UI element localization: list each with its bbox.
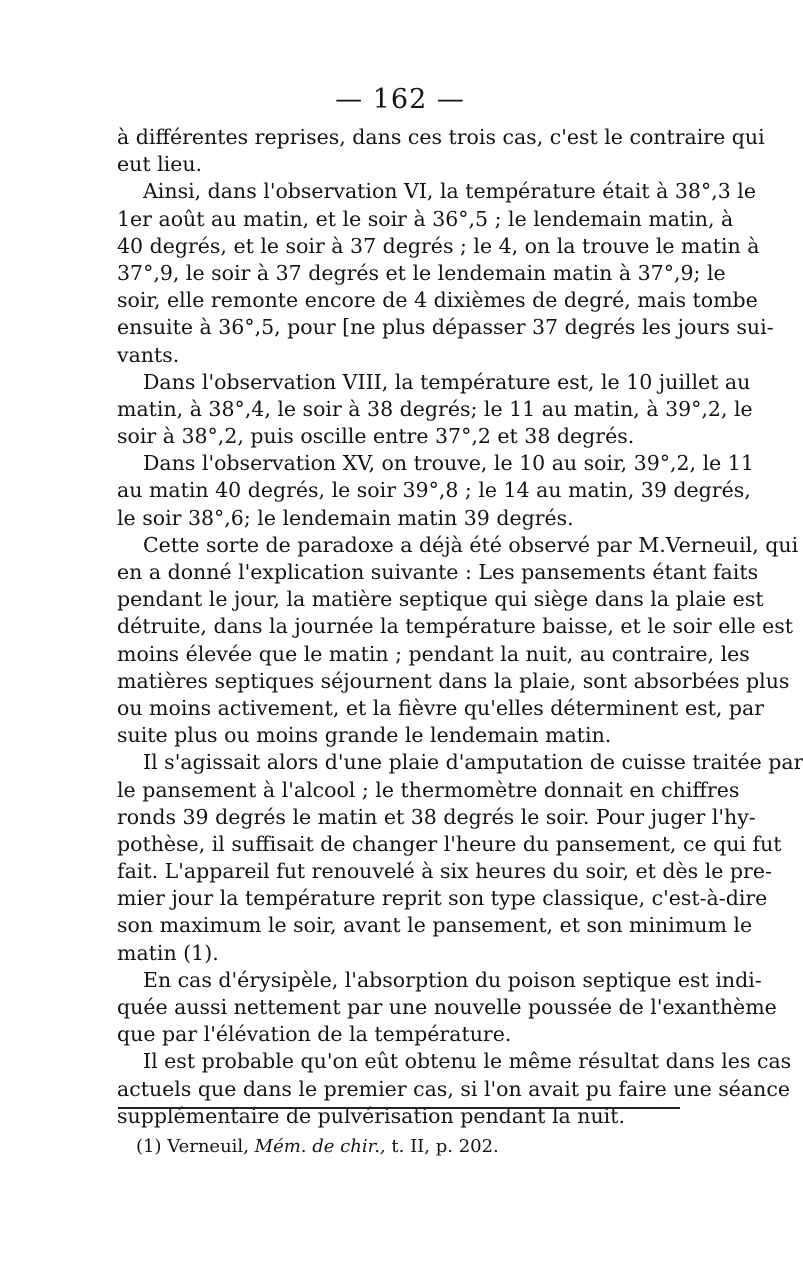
text-line: suite plus ou moins grande le lendemain matin. (117, 723, 612, 748)
text-line: que par l'élévation de la température. (117, 1022, 512, 1047)
text-line: matin (1). (117, 940, 219, 965)
page-number-header: — 162 — (335, 84, 465, 115)
text-line: moins élevée que le matin ; pendant la nuit, au contraire, les (117, 641, 750, 666)
text-line: le pansement à l'alcool ; le thermomètre donnait en chiffres (117, 777, 740, 802)
text-line: vants. (117, 342, 180, 367)
text-line: En cas d'érysipèle, l'absorption du poison septique est indi- (143, 967, 762, 992)
text-line: Ainsi, dans l'observation VI, la température était à 38°,3 le (143, 179, 756, 204)
text-line: matières septiques séjournent dans la plaie, sont absorbées plus (117, 668, 790, 693)
text-line: mier jour la température reprit son type classique, c'est-à-dire (117, 886, 768, 911)
text-line: matin, à 38°,4, le soir à 38 degrés; le 11 au matin, à 39°,2, le (117, 396, 753, 421)
text-line: le soir 38°,6; le lendemain matin 39 degrés. (117, 505, 574, 530)
text-line: fait. L'appareil fut renouvelé à six heures du soir, et dès le pre- (117, 859, 772, 884)
text-line: ou moins activement, et la fièvre qu'elles déterminent est, par (117, 695, 765, 720)
text-line: ensuite à 36°,5, pour [ne plus dépasser 37 degrés les jours sui- (117, 315, 774, 340)
text-line: 40 degrés, et le soir à 37 degrés ; le 4, on la trouve le matin à (117, 233, 760, 258)
text-line: actuels que dans le premier cas, si l'on avait pu faire une séance (117, 1076, 790, 1101)
text-line: au matin 40 degrés, le soir 39°,8 ; le 14 au matin, 39 degrés, (117, 478, 751, 503)
text-line: quée aussi nettement par une nouvelle poussée de l'exanthème (117, 995, 777, 1019)
text-line: soir à 38°,2, puis oscille entre 37°,2 et 38 degrés. (117, 424, 635, 449)
body-text (117, 124, 803, 1130)
text-line: supplémentaire de pulvérisation pendant la nuit. (117, 1103, 625, 1128)
text-line: en a donné l'explication suivante : Les pansements étant faits (117, 560, 759, 584)
text-line: son maximum le soir, avant le pansement, et son minimum le (117, 913, 753, 938)
footnote-title: Mém. de chir., (254, 1136, 386, 1157)
text-line: pothèse, il suffisait de changer l'heure du pansement, ce qui fut (117, 831, 782, 856)
text-line: eut lieu. (117, 152, 203, 177)
footnote-mark: (1) (136, 1136, 162, 1157)
text-line: Dans l'observation XV, on trouve, le 10 au soir, 39°,2, le 11 (143, 451, 754, 476)
footnote-author: Verneuil, (167, 1136, 249, 1157)
text-line: soir, elle remonte encore de 4 dixièmes de degré, mais tombe (117, 288, 758, 313)
text-line: ronds 39 degrés le matin et 38 degrés le soir. Pour juger l'hy- (117, 804, 756, 829)
text-line: 37°,9, le soir à 37 degrés et le lendemain matin à 37°,9; le (117, 260, 726, 285)
text-line: à différentes reprises, dans ces trois cas, c'est le contraire qui (117, 125, 765, 149)
text-line: Il s'agissait alors d'une plaie d'amputation de cuisse traitée par (143, 750, 803, 775)
footnote-divider (118, 1107, 680, 1109)
text-line: Cette sorte de paradoxe a déjà été observé par M.Verneuil, qui (143, 532, 799, 557)
footnote (136, 1136, 499, 1157)
text-line: 1er août au matin, et le soir à 36°,5 ; le lendemain matin, à (117, 206, 734, 231)
text-line: détruite, dans la journée la température baisse, et le soir elle est (117, 614, 793, 639)
text-line: Il est probable qu'on eût obtenu le même résultat dans les cas (143, 1049, 792, 1074)
text-line: Dans l'observation VIII, la température est, le 10 juillet au (143, 369, 751, 394)
footnote-reference: t. II, p. 202. (391, 1136, 499, 1157)
text-line: pendant le jour, la matière septique qui siège dans la plaie est (117, 587, 764, 612)
